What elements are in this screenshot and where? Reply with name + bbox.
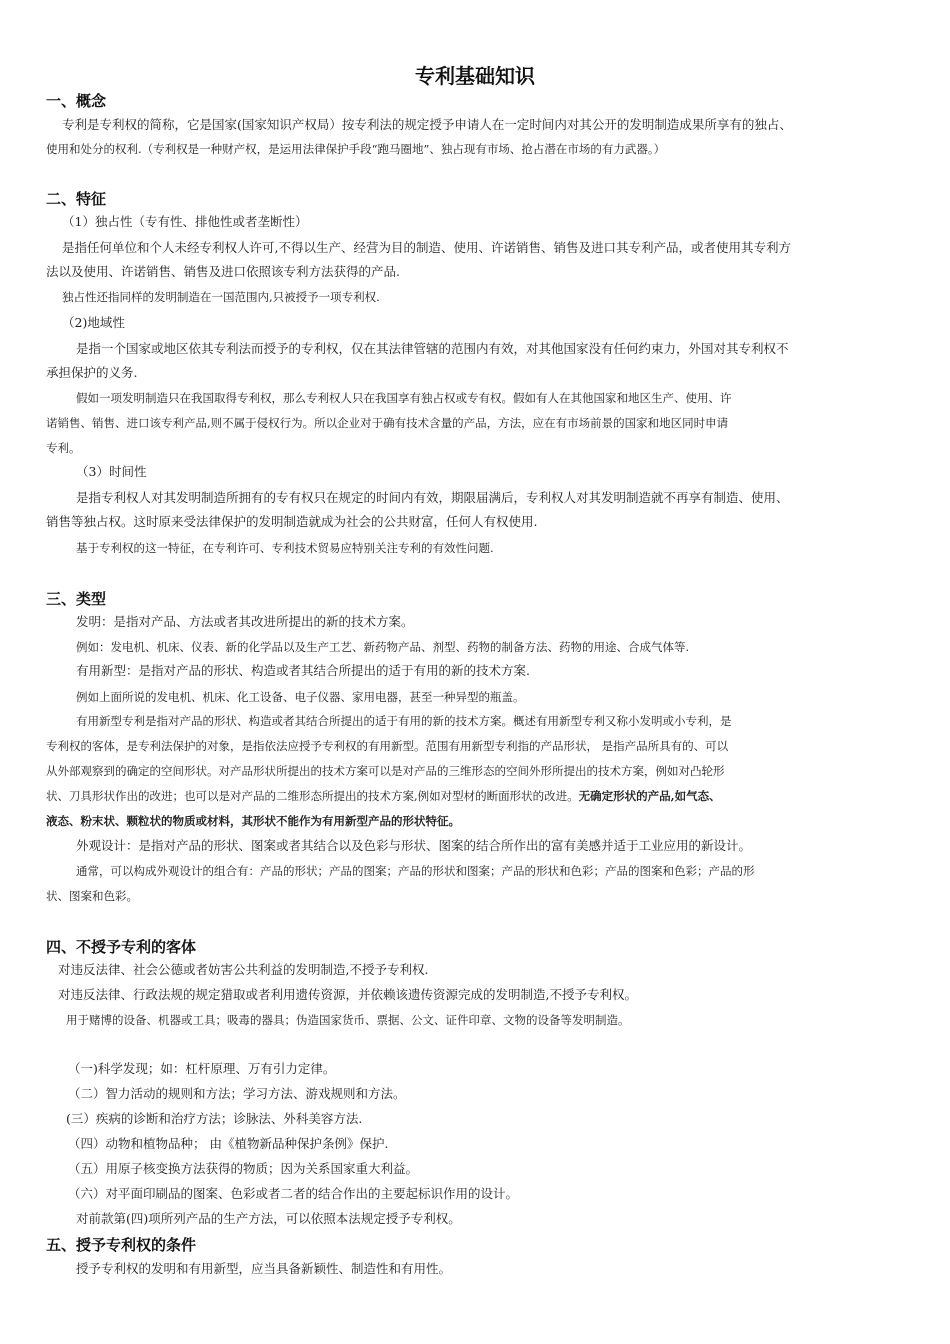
- paragraph-line: 基于专利权的这一特征，在专利许可、专利技术贸易应特别关注专利的有效性问题.: [76, 541, 494, 555]
- list-item: （一)科学发现；如：杠杆原理、万有引力定律。: [68, 1061, 336, 1076]
- paragraph-line: 例如上面所说的发电机、机床、化工设备、电子仪器、家用电器，甚至一种异型的瓶盖。: [76, 690, 525, 704]
- paragraph-line: 从外部观察到的确定的空间形状。对产品形状所提出的技术方案可以是对产品的三维形态的空间外形所提出的技术方案，例如对凸轮形: [46, 764, 725, 778]
- paragraph-line: 用于赌博的设备、机器或工具；吸毒的器具；伪造国家货币、票据、公文、证件印章、文物的设备等发明制造。: [66, 1013, 630, 1027]
- subheading-territoriality: （2)地域性: [62, 315, 125, 330]
- section-heading-conditions: 五、授予专利权的条件: [46, 1236, 197, 1254]
- list-item: （二）智力活动的规则和方法；学习方法、游戏规则和方法。: [68, 1086, 406, 1101]
- section-heading-features: 二、特征: [46, 190, 107, 208]
- paragraph-line: 对违反法律、社会公德或者妨害公共利益的发明制造,不授予专利权.: [58, 962, 429, 977]
- paragraph-line: 例如：发电机、机床、仪表、新的化学品以及生产工艺、新药物产品、剂型、药物的制备方法、药物的用途、合成气体等.: [76, 640, 690, 654]
- bold-paragraph-line: 液态、粉末状、颗粒状的物质或材料，其形状不能作为有用新型产品的形状特征。: [46, 814, 460, 828]
- paragraph-line: 发明：是指对产品、方法或者其改进所提出的新的技术方案。: [76, 614, 414, 629]
- paragraph-line: 是指专利权人对其发明制造所拥有的专有权只在规定的时间内有效，期限届满后，专利权人对其发明制造就不再享有制造、使用、: [76, 490, 789, 505]
- paragraph-line: 是指一个国家或地区依其专利法而授予的专利权，仅在其法律管辖的范围内有效，对其他国家没有任何约束力，外国对其专利权不: [76, 341, 789, 356]
- document-title: 专利基础知识: [415, 64, 535, 88]
- paragraph-line: 有用新型：是指对产品的形状、构造或者其结合所提出的适于有用的新的技术方案.: [76, 663, 530, 678]
- paragraph-line: 通常，可以构成外观设计的组合有：产品的形状；产品的图案；产品的形状和图案；产品的形状和色彩；产品的图案和色彩；产品的形: [76, 864, 755, 878]
- paragraph-line: 是指任何单位和个人未经专利权人许可,不得以生产、经营为目的制造、使用、许诺销售、销售及进口其专利产品，或者使用其专利方: [62, 240, 791, 255]
- paragraph-line: [46, 784, 721, 808]
- paragraph-line: 假如一项发明制造只在我国取得专利权，那么专利权人只在我国享有独占权或专有权。假如有人在其他国家和地区生产、使用、许: [76, 391, 732, 405]
- list-item: （六）对平面印刷品的图案、色彩或者二者的结合作出的主要起标识作用的设计。: [68, 1186, 519, 1201]
- subheading-timeliness: （3）时间性: [76, 464, 147, 479]
- paragraph-line: 销售等独占权。这时原来受法律保护的发明制造就成为社会的公共财富，任何人有权使用.: [46, 514, 538, 529]
- paragraph-line: 对前款第(四)项所列产品的生产方法，可以依照本法规定授予专利权。: [76, 1211, 461, 1226]
- paragraph-line: 专利权的客体，是专利法保护的对象，是指依法应授予专利权的有用新型。范围有用新型专利指的产品形状， 是指产品所具有的、可以: [46, 739, 729, 753]
- section-heading-concept: 一、概念: [46, 92, 107, 110]
- paragraph-line: 对违反法律、行政法规的规定猎取或者利用遗传资源，并依赖该遗传资源完成的发明制造,不授予专利权。: [58, 987, 637, 1002]
- paragraph-line: 诺销售、销售、进口该专利产品,则不属于侵权行为。所以企业对于确有技术含量的产品，方法，应在有市场前景的国家和地区同时申请: [46, 416, 729, 430]
- list-item: (三）疾病的诊断和治疗方法；诊脉法、外科美容方法.: [66, 1111, 363, 1126]
- bold-segment: 无确定形状的产品,如气态、: [578, 789, 721, 803]
- paragraph-segment: 状、刀具形状作出的改进；也可以是对产品的二维形态所提出的技术方案,例如对型材的断面形状的改进。: [46, 789, 579, 803]
- paragraph-line: 专利是专利权的简称，它是国家(国家知识产权局）按专利法的规定授予申请人在一定时间内对其公开的发明制造成果所享有的独占、: [62, 117, 792, 132]
- paragraph-line: 使用和处分的权利.（专利权是一种财产权，是运用法律保护手段“跑马圈地”、独占现有市场、抢占潜在市场的有力武器。）: [46, 142, 666, 156]
- section-heading-types: 三、类型: [46, 590, 107, 608]
- paragraph-line: 独占性还指同样的发明制造在一国范围内,只被授予一项专利权.: [62, 290, 380, 304]
- paragraph-line: 授予专利权的发明和有用新型，应当具备新颖性、制造性和有用性。: [76, 1261, 452, 1276]
- paragraph-line: 承担保护的义务.: [46, 365, 138, 380]
- subheading-exclusivity: （1）独占性（专有性、排他性或者垄断性）: [62, 214, 308, 229]
- list-item: （五）用原子核变换方法获得的物质；因为关系国家重大利益。: [68, 1161, 419, 1176]
- section-heading-exclusions: 四、不授予专利的客体: [46, 938, 197, 956]
- paragraph-line: 专利。: [46, 441, 81, 455]
- paragraph-line: 有用新型专利是指对产品的形状、构造或者其结合所提出的适于有用的新的技术方案。概述有用新型专利又称小发明或小专利，是: [76, 714, 732, 728]
- paragraph-line: 外观设计：是指对产品的形状、图案或者其结合以及色彩与形状、图案的结合所作出的富有美感并适于工业应用的新设计。: [76, 838, 752, 853]
- paragraph-line: 法以及使用、许诺销售、销售及进口依照该专利方法获得的产品.: [46, 264, 400, 279]
- list-item: （四）动物和植物品种； 由《植物新品种保护条例》保护.: [68, 1136, 389, 1151]
- paragraph-line: 状、图案和色彩。: [46, 889, 138, 903]
